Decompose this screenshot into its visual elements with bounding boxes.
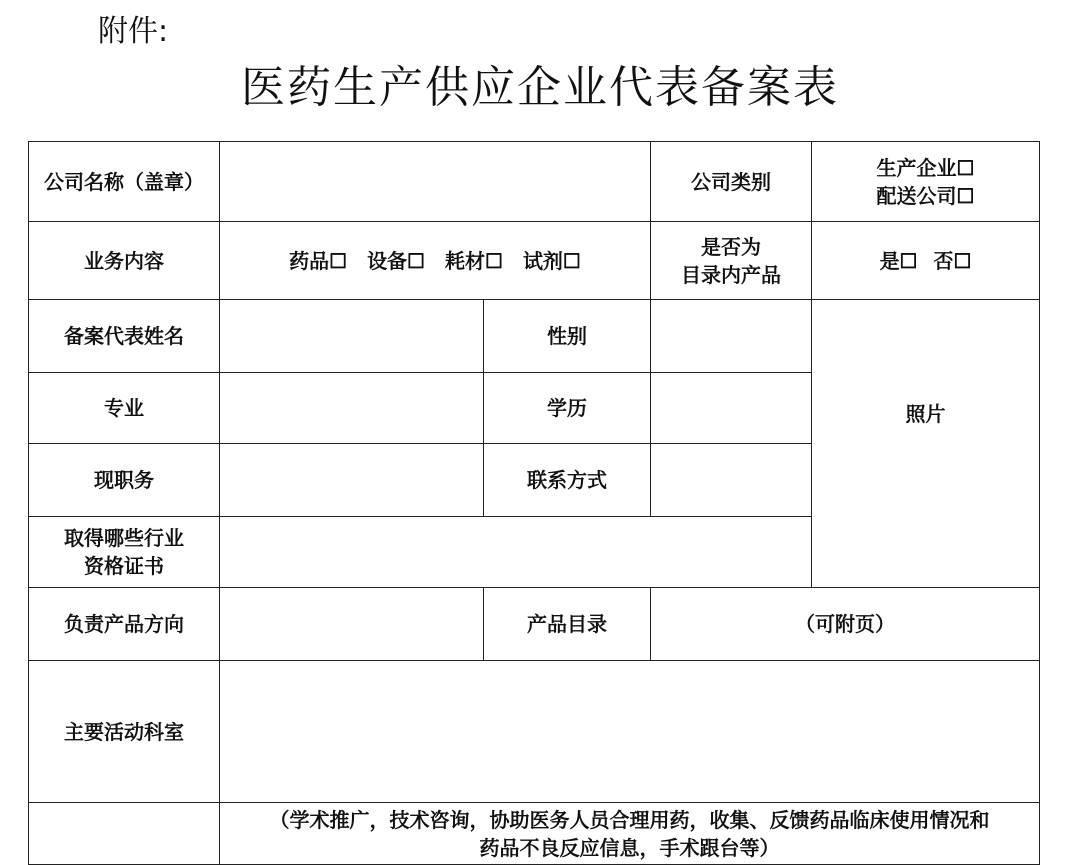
rep-name-field[interactable] [220, 300, 484, 373]
row-departments [29, 661, 1040, 803]
registration-form-table [28, 141, 1040, 865]
education-field[interactable] [651, 373, 812, 444]
product-direction-label: 负责产品方向 [29, 588, 220, 661]
activity-note[interactable] [220, 803, 1040, 865]
education-label: 学历 [484, 373, 651, 444]
major-field[interactable] [220, 373, 484, 444]
gender-label: 性别 [484, 300, 651, 373]
row-business [29, 222, 1040, 300]
departments-field[interactable] [220, 661, 1040, 803]
photo-area[interactable] [812, 300, 1040, 588]
catalog-question-line1: 是否为 [701, 234, 761, 259]
form-title: 医药生产供应企业代表备案表 [241, 62, 839, 113]
position-field[interactable] [220, 444, 484, 517]
attachment-label: 附件: [98, 14, 169, 49]
option-no[interactable]: 否☐ [933, 248, 972, 273]
attach-page-note: （可附页） [795, 612, 895, 636]
catalog-question-line2: 目录内产品 [681, 262, 781, 287]
row-activity [29, 803, 1040, 865]
row-rep-name [29, 300, 1040, 373]
company-name-field[interactable] [220, 142, 651, 222]
yes-no-options[interactable] [812, 222, 1040, 300]
photo-label: 照片 [905, 401, 946, 426]
product-catalog-label: 产品目录 [484, 588, 651, 661]
activity-note-line2: 药品不良反应信息，手术跟台等） [479, 835, 780, 860]
row-products [29, 588, 1040, 661]
certificates-label [29, 517, 220, 588]
position-label: 现职务 [29, 444, 220, 517]
activity-note-line1: （学术推广，技术咨询，协助医务人员合理用药，收集、反馈药品临床使用情况和 [269, 807, 990, 832]
option-equipment[interactable]: 设备☐ [367, 248, 425, 273]
contact-label: 联系方式 [484, 444, 651, 517]
certificates-label-line1: 取得哪些行业 [64, 526, 184, 550]
catalog-question-label [651, 222, 812, 300]
option-yes[interactable]: 是☐ [879, 248, 918, 273]
company-type-label: 公司类别 [651, 142, 812, 222]
certificates-field[interactable] [220, 517, 812, 588]
departments-label: 主要活动科室 [29, 661, 220, 803]
option-drugs[interactable]: 药品☐ [289, 248, 348, 273]
rep-name-label: 备案代表姓名 [29, 300, 220, 373]
product-direction-field[interactable] [220, 588, 484, 661]
major-label: 专业 [29, 373, 220, 444]
option-distributor[interactable]: 配送公司☐ [876, 183, 975, 208]
product-catalog-field[interactable] [651, 588, 1040, 661]
row-company [29, 142, 1040, 222]
gender-field[interactable] [651, 300, 812, 373]
activity-label-cell [29, 803, 220, 865]
contact-field[interactable] [651, 444, 812, 517]
certificates-label-line2: 资格证书 [84, 554, 164, 578]
company-type-options[interactable] [812, 142, 1040, 222]
company-name-label: 公司名称（盖章） [29, 142, 220, 222]
option-reagents[interactable]: 试剂☐ [522, 248, 581, 273]
option-manufacturer[interactable]: 生产企业☐ [876, 155, 975, 180]
business-label: 业务内容 [29, 222, 220, 300]
business-options[interactable] [220, 222, 651, 300]
option-consumables[interactable]: 耗材☐ [445, 248, 503, 273]
